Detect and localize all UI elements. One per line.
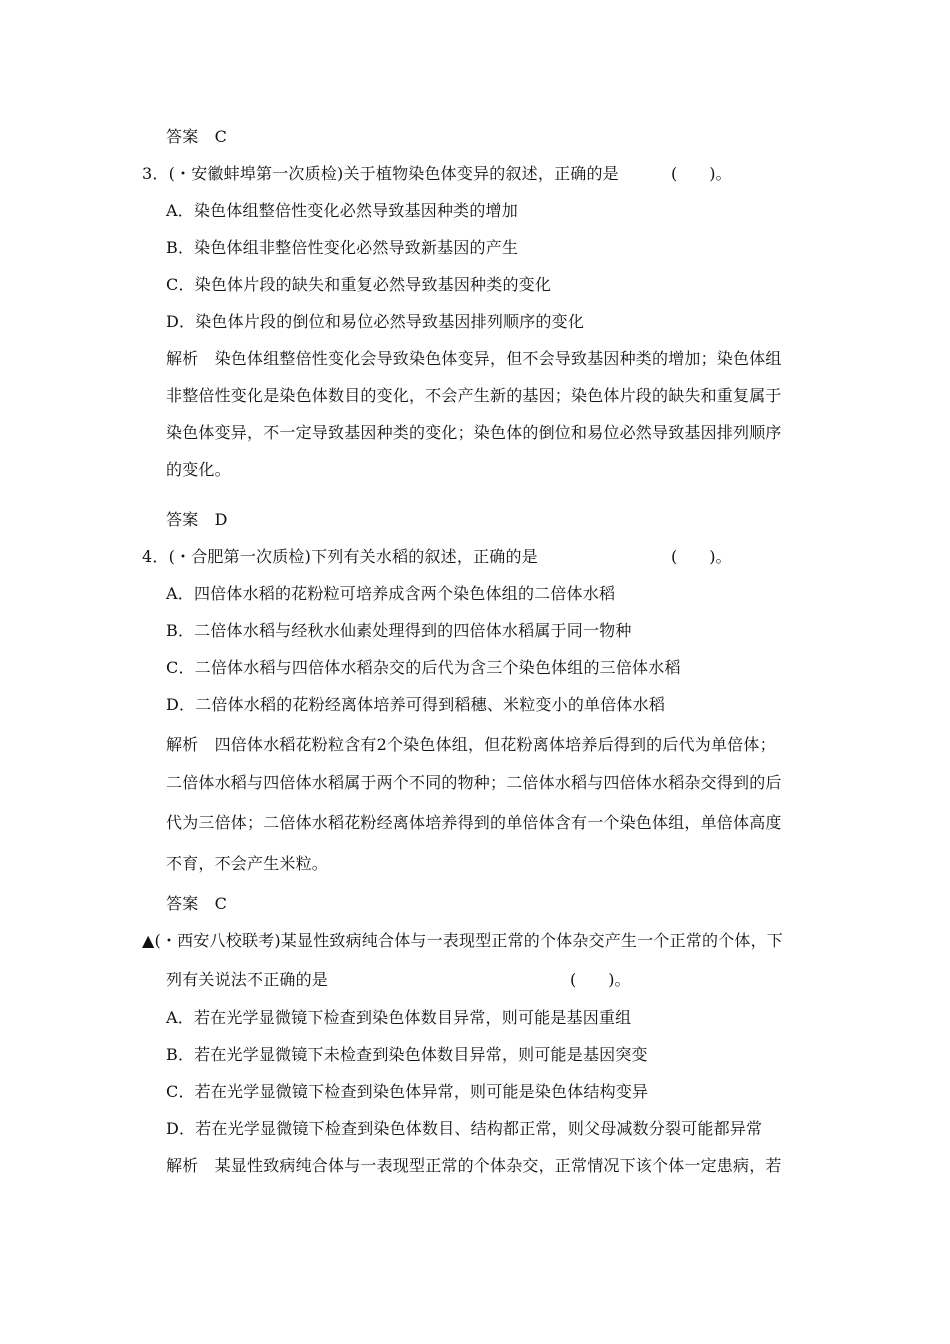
question-3-explanation: 染色体变异，不一定导致基因种类的变化；染色体的倒位和易位必然导致基因排列顺序 [166, 423, 782, 442]
question-5-option-d: D．若在光学显微镜下检查到染色体数目、结构都正常，则父母减数分裂可能都异常 [166, 1119, 763, 1138]
question-3-option-d: D．染色体片段的倒位和易位必然导致基因排列顺序的变化 [166, 312, 585, 331]
question-5-stem: ▲(・西安八校联考)某显性致病纯合体与一表现型正常的个体杂交产生一个正常的个体，下 [142, 931, 783, 950]
question-4-option-d: D．二倍体水稻的花粉经离体培养可得到稻穗、米粒变小的单倍体水稻 [166, 695, 666, 714]
question-3-explanation: 解析 染色体组整倍性变化会导致染色体变异，但不会导致基因种类的增加；染色体组 [166, 349, 782, 368]
question-3-option-c: C．染色体片段的缺失和重复必然导致基因种类的变化 [166, 275, 552, 294]
question-4-stem: 4．(・合肥第一次质检)下列有关水稻的叙述，正确的是 [142, 547, 538, 566]
question-5-option-c: C．若在光学显微镜下检查到染色体异常，则可能是染色体结构变异 [166, 1082, 649, 1101]
question-4-option-a: A．四倍体水稻的花粉粒可培养成含两个染色体组的二倍体水稻 [166, 584, 616, 603]
question-4-answer: 答案 C [166, 894, 228, 913]
question-3-stem: 3．(・安徽蚌埠第一次质检)关于植物染色体变异的叙述，正确的是 [142, 164, 619, 183]
question-3-explanation: 非整倍性变化是染色体数目的变化，不会产生新的基因；染色体片段的缺失和重复属于 [166, 386, 782, 405]
answer-line: 答案 C [166, 127, 228, 146]
question-3-answer: 答案 D [166, 510, 228, 529]
question-5-paren: ( )。 [570, 970, 631, 989]
question-4-explanation: 二倍体水稻与四倍体水稻属于两个不同的物种；二倍体水稻与四倍体水稻杂交得到的后 [166, 773, 782, 792]
question-3-option-b: B．染色体组非整倍性变化必然导致新基因的产生 [166, 238, 519, 257]
question-3-option-a: A．染色体组整倍性变化必然导致基因种类的增加 [166, 201, 518, 220]
question-5-option-b: B．若在光学显微镜下未检查到染色体数目异常，则可能是基因突变 [166, 1045, 648, 1064]
question-5-explanation: 解析 某显性致病纯合体与一表现型正常的个体杂交，正常情况下该个体一定患病，若 [166, 1156, 782, 1175]
question-5-stem-cont: 列有关说法不正确的是 [166, 970, 329, 989]
question-4-option-b: B．二倍体水稻与经秋水仙素处理得到的四倍体水稻属于同一物种 [166, 621, 632, 640]
question-4-option-c: C．二倍体水稻与四倍体水稻杂交的后代为含三个染色体组的三倍体水稻 [166, 658, 681, 677]
question-5-option-a: A．若在光学显微镜下检查到染色体数目异常，则可能是基因重组 [166, 1008, 632, 1027]
question-4-explanation: 不育，不会产生米粒。 [166, 854, 329, 873]
question-4-explanation: 代为三倍体；二倍体水稻花粉经离体培养得到的单倍体含有一个染色体组，单倍体高度 [166, 813, 782, 832]
question-4-paren: ( )。 [671, 547, 732, 566]
question-4-explanation: 解析 四倍体水稻花粉粒含有2个染色体组，但花粉离体培养后得到的后代为单倍体； [166, 735, 776, 754]
question-3-paren: ( )。 [671, 164, 732, 183]
question-3-explanation: 的变化。 [166, 460, 231, 479]
